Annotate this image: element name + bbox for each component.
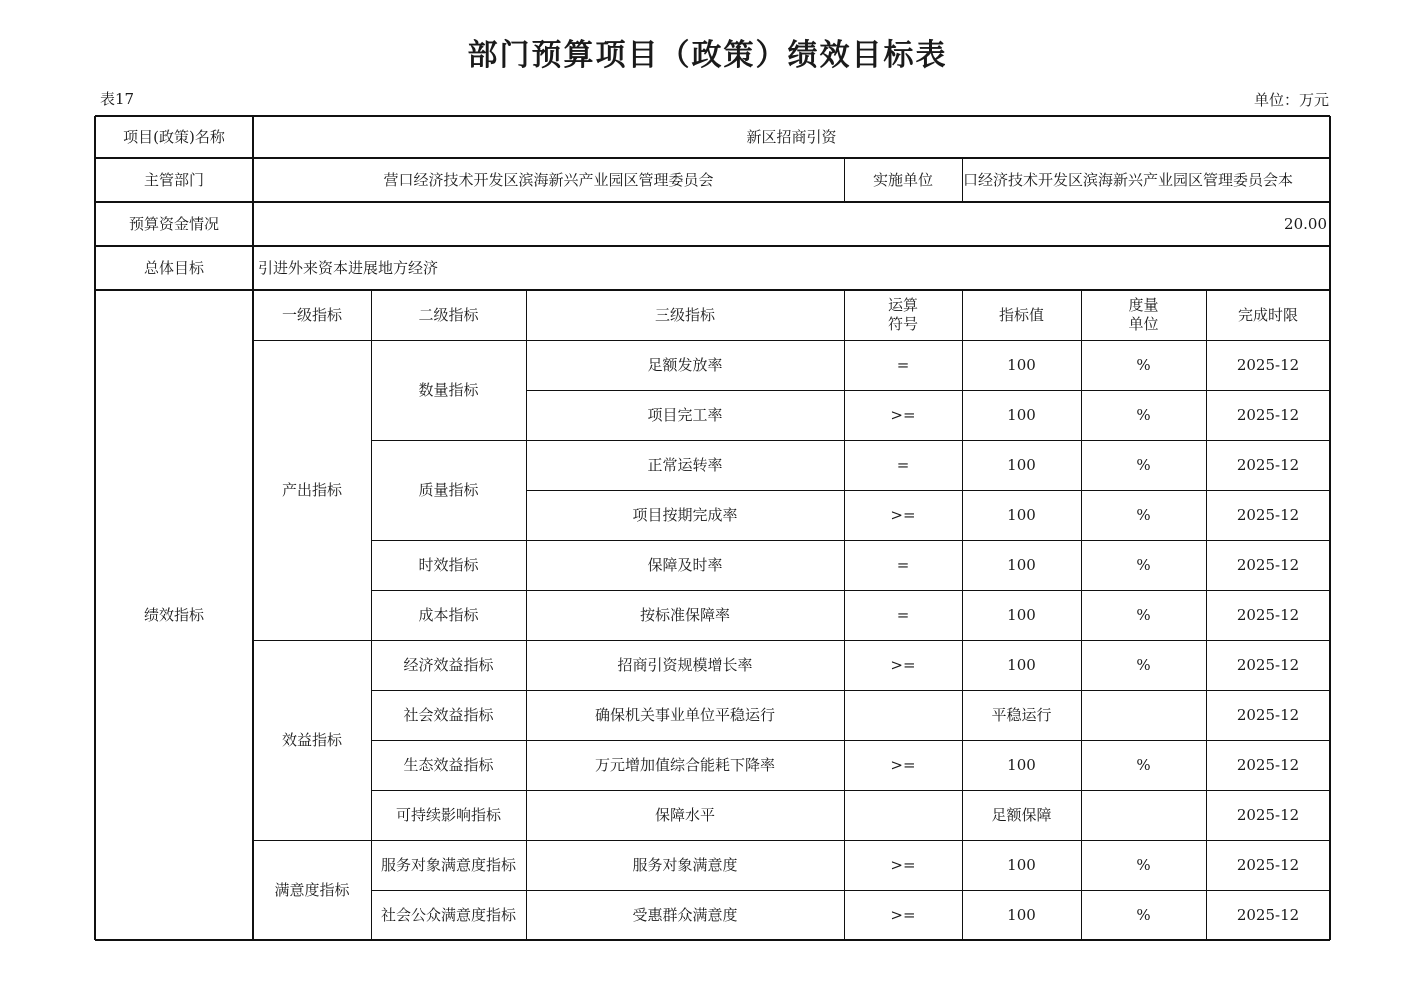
operator-cell: >=	[890, 855, 916, 874]
target-value-cell: 100	[1007, 605, 1036, 624]
level3-indicator: 保障及时率	[647, 555, 723, 574]
grid-line	[95, 289, 1330, 291]
deadline-cell: 2025-12	[1236, 455, 1300, 474]
operator-cell: =	[896, 555, 910, 574]
level1-cell: 效益指标	[281, 730, 342, 749]
level3-indicator: 受惠群众满意度	[632, 905, 738, 924]
operator-cell: =	[896, 355, 910, 374]
grid-line	[962, 158, 963, 202]
impl-unit-value: 口经济技术开发区滨海新兴产业园区管理委员会本	[963, 170, 1294, 189]
grid-line	[371, 890, 1330, 891]
operator-cell: >=	[890, 405, 916, 424]
grid-line	[1081, 290, 1082, 940]
table-number: 表17	[100, 90, 135, 108]
deadline-cell: 2025-12	[1236, 355, 1300, 374]
grid-line	[371, 540, 1330, 541]
level2-cell: 经济效益指标	[403, 655, 494, 674]
grid-line	[1329, 116, 1331, 940]
unit-label: 单位：万元	[1253, 91, 1329, 109]
level1-cell: 满意度指标	[274, 880, 350, 899]
measure-unit-cell: %	[1136, 455, 1151, 474]
grid-line	[95, 245, 1330, 247]
target-value-cell: 100	[1007, 755, 1036, 774]
target-value-cell: 100	[1007, 555, 1036, 574]
operator-cell: >=	[890, 755, 916, 774]
measure-unit-cell: %	[1136, 555, 1151, 574]
grid-line	[371, 590, 1330, 591]
operator-cell	[844, 690, 962, 740]
deadline-cell: 2025-12	[1236, 905, 1300, 924]
level2-cell: 数量指标	[418, 380, 479, 399]
deadline-cell: 2025-12	[1236, 705, 1300, 724]
level2-cell: 成本指标	[418, 605, 479, 624]
header-measure-unit: 度量 单位	[1128, 296, 1159, 333]
level2-cell: 社会公众满意度指标	[380, 905, 516, 924]
grid-line	[371, 790, 1330, 791]
level3-indicator: 足额发放率	[647, 355, 723, 374]
project-name-value: 新区招商引资	[746, 127, 837, 146]
grid-line	[526, 490, 1330, 491]
budget-value: 20.00	[1284, 214, 1327, 233]
header-level1: 一级指标	[281, 305, 342, 324]
grid-line	[253, 840, 1330, 841]
level3-indicator: 项目按期完成率	[632, 505, 738, 524]
header-deadline: 完成时限	[1237, 305, 1298, 324]
level3-indicator: 按标准保障率	[639, 605, 730, 624]
page-title: 部门预算项目（政策）绩效目标表	[467, 38, 948, 73]
operator-cell: =	[896, 455, 910, 474]
grid-line	[371, 440, 1330, 441]
level3-indicator: 保障水平	[654, 805, 715, 824]
project-name-label: 项目(政策)名称	[123, 127, 225, 146]
perf-indicator-label: 绩效指标	[143, 605, 204, 624]
measure-unit-cell: %	[1136, 605, 1151, 624]
grid-line	[844, 290, 845, 940]
header-level3: 三级指标	[654, 305, 715, 324]
level2-cell: 时效指标	[418, 555, 479, 574]
operator-cell	[844, 790, 962, 840]
header-operator: 运算 符号	[887, 296, 918, 333]
level3-indicator: 正常运转率	[647, 455, 723, 474]
deadline-cell: 2025-12	[1236, 405, 1300, 424]
level1-cell: 产出指标	[281, 480, 342, 499]
measure-unit-cell	[1081, 790, 1206, 840]
measure-unit-cell: %	[1136, 855, 1151, 874]
grid-line	[95, 939, 1330, 941]
level2-cell: 社会效益指标	[403, 705, 494, 724]
measure-unit-cell: %	[1136, 505, 1151, 524]
grid-line	[253, 640, 1330, 641]
grid-line	[844, 158, 845, 202]
level3-indicator: 项目完工率	[647, 405, 723, 424]
operator-cell: >=	[890, 905, 916, 924]
target-value-cell: 100	[1007, 655, 1036, 674]
level3-indicator: 万元增加值综合能耗下降率	[594, 755, 775, 774]
target-value-cell: 100	[1007, 355, 1036, 374]
header-level2: 二级指标	[418, 305, 479, 324]
deadline-cell: 2025-12	[1236, 805, 1300, 824]
grid-line	[962, 290, 963, 940]
deadline-cell: 2025-12	[1236, 555, 1300, 574]
operator-cell: >=	[890, 655, 916, 674]
target-value-cell: 足额保障	[991, 805, 1052, 824]
measure-unit-cell: %	[1136, 755, 1151, 774]
header-target-value: 指标值	[998, 305, 1044, 324]
budget-label: 预算资金情况	[128, 214, 219, 233]
level3-indicator: 确保机关事业单位平稳运行	[594, 705, 775, 724]
measure-unit-cell: %	[1136, 405, 1151, 424]
measure-unit-cell: %	[1136, 905, 1151, 924]
measure-unit-cell	[1081, 690, 1206, 740]
measure-unit-cell: %	[1136, 355, 1151, 374]
operator-cell: =	[896, 605, 910, 624]
target-value-cell: 100	[1007, 455, 1036, 474]
grid-line	[95, 201, 1330, 203]
grid-line	[1206, 290, 1207, 940]
grid-line	[253, 340, 1330, 341]
target-value-cell: 平稳运行	[991, 705, 1052, 724]
target-value-cell: 100	[1007, 905, 1036, 924]
grid-line	[526, 290, 527, 940]
grid-line	[371, 690, 1330, 691]
target-value-cell: 100	[1007, 405, 1036, 424]
level3-indicator: 服务对象满意度	[632, 855, 738, 874]
dept-label: 主管部门	[143, 170, 204, 189]
grid-line	[526, 390, 1330, 391]
grid-line	[95, 157, 1330, 159]
deadline-cell: 2025-12	[1236, 855, 1300, 874]
deadline-cell: 2025-12	[1236, 505, 1300, 524]
grid-line	[94, 116, 96, 940]
target-value-cell: 100	[1007, 855, 1036, 874]
deadline-cell: 2025-12	[1236, 755, 1300, 774]
grid-line	[95, 115, 1330, 117]
operator-cell: >=	[890, 505, 916, 524]
deadline-cell: 2025-12	[1236, 655, 1300, 674]
goal-label: 总体目标	[143, 258, 204, 277]
level3-indicator: 招商引资规模增长率	[617, 655, 753, 674]
dept-value: 营口经济技术开发区滨海新兴产业园区管理委员会	[383, 170, 714, 189]
impl-unit-label: 实施单位	[872, 170, 933, 189]
grid-line	[371, 740, 1330, 741]
measure-unit-cell: %	[1136, 655, 1151, 674]
grid-line	[371, 290, 372, 940]
level2-cell: 可持续影响指标	[395, 805, 501, 824]
target-value-cell: 100	[1007, 505, 1036, 524]
level2-cell: 质量指标	[418, 480, 479, 499]
deadline-cell: 2025-12	[1236, 605, 1300, 624]
grid-line	[252, 116, 254, 940]
level2-cell: 生态效益指标	[403, 755, 494, 774]
goal-value: 引进外来资本进展地方经济	[258, 258, 439, 277]
level2-cell: 服务对象满意度指标	[380, 855, 516, 874]
